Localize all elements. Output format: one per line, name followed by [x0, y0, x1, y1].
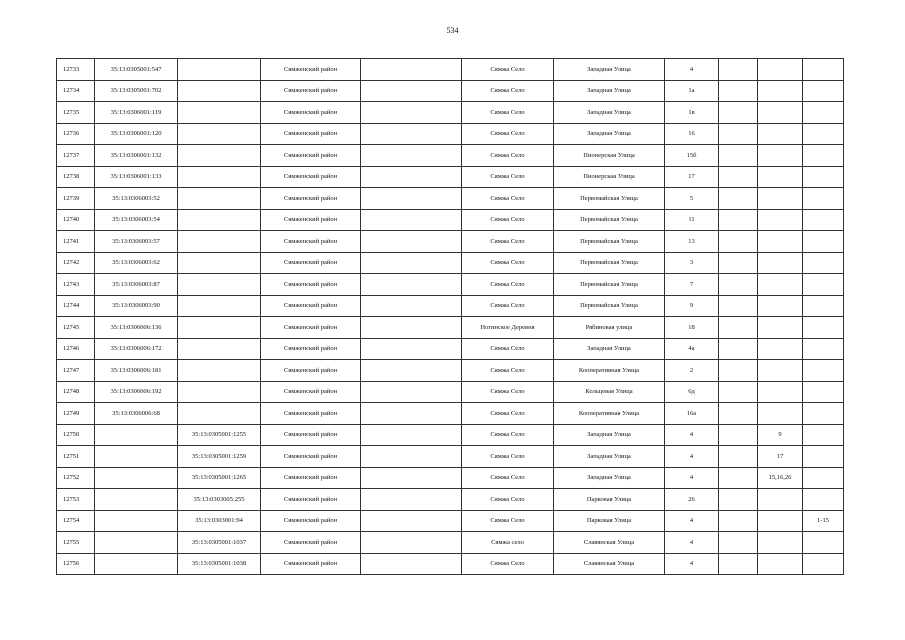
empty-cell	[361, 424, 462, 446]
building-cell	[719, 381, 758, 403]
building-cell	[719, 338, 758, 360]
table-row	[57, 252, 844, 274]
room-cell	[803, 188, 844, 210]
record-number-cell: 12738	[57, 166, 95, 188]
building-cell	[719, 467, 758, 489]
cadastral-number-cell: 35:13:0305001:702	[95, 80, 178, 102]
room-cell	[803, 274, 844, 296]
apartment-cell	[758, 381, 803, 403]
building-cell	[719, 252, 758, 274]
room-cell	[803, 360, 844, 382]
settlement-cell: Сямжа Село	[462, 166, 554, 188]
settlement-cell: Сямжа Село	[462, 489, 554, 511]
cadastral-number-alt-cell	[178, 80, 261, 102]
district-cell: Сямженский район	[261, 381, 361, 403]
room-cell	[803, 80, 844, 102]
cadastral-number-alt-cell	[178, 59, 261, 81]
table-row	[57, 166, 844, 188]
building-cell	[719, 532, 758, 554]
cadastral-number-cell	[95, 553, 178, 575]
house-number-cell: 16	[665, 123, 719, 145]
table-row	[57, 145, 844, 167]
page-number: 534	[446, 26, 459, 35]
district-cell: Сямженский район	[261, 123, 361, 145]
building-cell	[719, 209, 758, 231]
district-cell: Сямженский район	[261, 231, 361, 253]
apartment-cell	[758, 123, 803, 145]
record-number-cell: 12754	[57, 510, 95, 532]
apartment-cell: 17	[758, 446, 803, 468]
cadastral-number-cell: 35:13:0306001:132	[95, 145, 178, 167]
room-cell	[803, 145, 844, 167]
street-cell: Западная Улица	[554, 123, 665, 145]
house-number-cell: 1а	[665, 80, 719, 102]
street-cell: Кольцевая Улица	[554, 381, 665, 403]
empty-cell	[361, 553, 462, 575]
room-cell	[803, 424, 844, 446]
empty-cell	[361, 252, 462, 274]
cadastral-number-alt-cell	[178, 295, 261, 317]
apartment-cell	[758, 102, 803, 124]
record-number-cell: 12744	[57, 295, 95, 317]
room-cell	[803, 317, 844, 339]
empty-cell	[361, 59, 462, 81]
house-number-cell: 4	[665, 532, 719, 554]
table-row	[57, 467, 844, 489]
building-cell	[719, 446, 758, 468]
district-cell: Сямженский район	[261, 553, 361, 575]
apartment-cell	[758, 59, 803, 81]
cadastral-number-cell: 35:13:0306001:133	[95, 166, 178, 188]
cadastral-number-cell: 35:13:0306006:136	[95, 317, 178, 339]
settlement-cell: Сямжа Село	[462, 381, 554, 403]
apartment-cell	[758, 317, 803, 339]
table-row	[57, 188, 844, 210]
apartment-cell: 15,16,26	[758, 467, 803, 489]
record-number-cell: 12747	[57, 360, 95, 382]
street-cell: Западная Улица	[554, 338, 665, 360]
district-cell: Сямженский район	[261, 317, 361, 339]
settlement-cell: Сямжа Село	[462, 80, 554, 102]
settlement-cell: Сямжа Село	[462, 59, 554, 81]
house-number-cell: 4а	[665, 338, 719, 360]
cadastral-number-alt-cell: 35:13:0305001:1259	[178, 446, 261, 468]
settlement-cell: Сямжа Село	[462, 188, 554, 210]
record-number-cell: 12751	[57, 446, 95, 468]
room-cell	[803, 532, 844, 554]
district-cell: Сямженский район	[261, 360, 361, 382]
street-cell: Пионерская Улица	[554, 145, 665, 167]
street-cell: Западная Улица	[554, 80, 665, 102]
district-cell: Сямженский район	[261, 489, 361, 511]
apartment-cell	[758, 274, 803, 296]
record-number-cell: 12756	[57, 553, 95, 575]
record-number-cell: 12742	[57, 252, 95, 274]
empty-cell	[361, 338, 462, 360]
house-number-cell: 6д	[665, 381, 719, 403]
district-cell: Сямженский район	[261, 424, 361, 446]
cadastral-number-cell: 35:13:0305001:547	[95, 59, 178, 81]
room-cell	[803, 446, 844, 468]
settlement-cell: Ногинское Деревня	[462, 317, 554, 339]
apartment-cell	[758, 209, 803, 231]
table-row	[57, 59, 844, 81]
empty-cell	[361, 510, 462, 532]
settlement-cell: Сямжа Село	[462, 360, 554, 382]
house-number-cell: 18	[665, 317, 719, 339]
street-cell: Западная Улица	[554, 59, 665, 81]
empty-cell	[361, 317, 462, 339]
registry-table-body	[57, 59, 844, 575]
settlement-cell: Сямжа Село	[462, 274, 554, 296]
room-cell	[803, 59, 844, 81]
cadastral-number-alt-cell: 35:13:0305001:1038	[178, 553, 261, 575]
house-number-cell: 4	[665, 553, 719, 575]
settlement-cell: Сямжа Село	[462, 145, 554, 167]
cadastral-number-cell: 35:13:0306006:192	[95, 381, 178, 403]
cadastral-number-cell	[95, 532, 178, 554]
settlement-cell: Сямжа село	[462, 532, 554, 554]
building-cell	[719, 317, 758, 339]
street-cell: Первомайская Улица	[554, 274, 665, 296]
street-cell: Первомайская Улица	[554, 209, 665, 231]
apartment-cell	[758, 166, 803, 188]
house-number-cell: 26	[665, 489, 719, 511]
empty-cell	[361, 123, 462, 145]
house-number-cell: 15б	[665, 145, 719, 167]
empty-cell	[361, 274, 462, 296]
empty-cell	[361, 295, 462, 317]
apartment-cell	[758, 532, 803, 554]
house-number-cell: 7	[665, 274, 719, 296]
street-cell: Западная Улица	[554, 467, 665, 489]
building-cell	[719, 295, 758, 317]
record-number-cell: 12746	[57, 338, 95, 360]
table-row	[57, 80, 844, 102]
room-cell	[803, 102, 844, 124]
house-number-cell: 17	[665, 166, 719, 188]
house-number-cell: 4	[665, 510, 719, 532]
cadastral-number-alt-cell	[178, 360, 261, 382]
room-cell	[803, 166, 844, 188]
cadastral-number-cell: 35:13:0306001:120	[95, 123, 178, 145]
street-cell: Кооперативная Улица	[554, 403, 665, 425]
house-number-cell: 3	[665, 252, 719, 274]
apartment-cell	[758, 403, 803, 425]
apartment-cell: 9	[758, 424, 803, 446]
table-row	[57, 403, 844, 425]
building-cell	[719, 145, 758, 167]
apartment-cell	[758, 295, 803, 317]
table-row	[57, 295, 844, 317]
room-cell	[803, 123, 844, 145]
record-number-cell: 12755	[57, 532, 95, 554]
cadastral-number-alt-cell	[178, 338, 261, 360]
building-cell	[719, 553, 758, 575]
district-cell: Сямженский район	[261, 467, 361, 489]
record-number-cell: 12741	[57, 231, 95, 253]
cadastral-number-cell: 35:13:0306003:57	[95, 231, 178, 253]
empty-cell	[361, 166, 462, 188]
room-cell	[803, 338, 844, 360]
settlement-cell: Сямжа Село	[462, 446, 554, 468]
cadastral-number-cell: 35:13:0306006:68	[95, 403, 178, 425]
table-row	[57, 123, 844, 145]
record-number-cell: 12736	[57, 123, 95, 145]
table-row	[57, 360, 844, 382]
cadastral-number-alt-cell	[178, 231, 261, 253]
district-cell: Сямженский район	[261, 274, 361, 296]
house-number-cell: 13	[665, 231, 719, 253]
cadastral-number-cell: 35:13:0306003:54	[95, 209, 178, 231]
building-cell	[719, 231, 758, 253]
table-row	[57, 424, 844, 446]
cadastral-number-alt-cell	[178, 209, 261, 231]
district-cell: Сямженский район	[261, 446, 361, 468]
empty-cell	[361, 489, 462, 511]
property-registry-table	[56, 58, 844, 575]
room-cell	[803, 231, 844, 253]
record-number-cell: 12749	[57, 403, 95, 425]
room-cell	[803, 467, 844, 489]
apartment-cell	[758, 231, 803, 253]
settlement-cell: Сямжа Село	[462, 252, 554, 274]
table-row	[57, 510, 844, 532]
settlement-cell: Сямжа Село	[462, 338, 554, 360]
district-cell: Сямженский район	[261, 209, 361, 231]
empty-cell	[361, 145, 462, 167]
apartment-cell	[758, 489, 803, 511]
street-cell: Кооперативная Улица	[554, 360, 665, 382]
building-cell	[719, 274, 758, 296]
empty-cell	[361, 231, 462, 253]
cadastral-number-alt-cell	[178, 381, 261, 403]
apartment-cell	[758, 145, 803, 167]
table-row	[57, 102, 844, 124]
record-number-cell: 12748	[57, 381, 95, 403]
record-number-cell: 12735	[57, 102, 95, 124]
building-cell	[719, 403, 758, 425]
apartment-cell	[758, 188, 803, 210]
empty-cell	[361, 360, 462, 382]
cadastral-number-cell	[95, 424, 178, 446]
cadastral-number-alt-cell: 35:13:0305001:1037	[178, 532, 261, 554]
empty-cell	[361, 188, 462, 210]
record-number-cell: 12739	[57, 188, 95, 210]
building-cell	[719, 102, 758, 124]
record-number-cell: 12743	[57, 274, 95, 296]
settlement-cell: Сямжа Село	[462, 510, 554, 532]
cadastral-number-alt-cell	[178, 102, 261, 124]
record-number-cell: 12733	[57, 59, 95, 81]
apartment-cell	[758, 80, 803, 102]
empty-cell	[361, 102, 462, 124]
room-cell	[803, 403, 844, 425]
settlement-cell: Сямжа Село	[462, 209, 554, 231]
record-number-cell: 12753	[57, 489, 95, 511]
cadastral-number-cell	[95, 467, 178, 489]
table-row	[57, 489, 844, 511]
street-cell: Славянская Улица	[554, 553, 665, 575]
table-row	[57, 381, 844, 403]
district-cell: Сямженский район	[261, 252, 361, 274]
house-number-cell: 5	[665, 188, 719, 210]
district-cell: Сямженский район	[261, 59, 361, 81]
settlement-cell: Сямжа Село	[462, 102, 554, 124]
cadastral-number-alt-cell: 35:13:0303005:255	[178, 489, 261, 511]
house-number-cell: 11	[665, 209, 719, 231]
street-cell: Первомайская Улица	[554, 231, 665, 253]
table-row	[57, 209, 844, 231]
table-row	[57, 317, 844, 339]
cadastral-number-cell	[95, 510, 178, 532]
cadastral-number-alt-cell	[178, 317, 261, 339]
empty-cell	[361, 467, 462, 489]
district-cell: Сямженский район	[261, 102, 361, 124]
street-cell: Пионерская Улица	[554, 166, 665, 188]
street-cell: Первомайская Улица	[554, 295, 665, 317]
cadastral-number-cell: 35:13:0306003:52	[95, 188, 178, 210]
district-cell: Сямженский район	[261, 532, 361, 554]
street-cell: Парковая Улица	[554, 510, 665, 532]
settlement-cell: Сямжа Село	[462, 424, 554, 446]
cadastral-number-alt-cell	[178, 188, 261, 210]
cadastral-number-cell: 35:13:0306003:62	[95, 252, 178, 274]
settlement-cell: Сямжа Село	[462, 123, 554, 145]
settlement-cell: Сямжа Село	[462, 467, 554, 489]
cadastral-number-cell	[95, 489, 178, 511]
building-cell	[719, 123, 758, 145]
cadastral-number-cell: 35:13:0306006:181	[95, 360, 178, 382]
apartment-cell	[758, 553, 803, 575]
building-cell	[719, 166, 758, 188]
cadastral-number-cell: 35:13:0306001:119	[95, 102, 178, 124]
room-cell	[803, 252, 844, 274]
cadastral-number-alt-cell	[178, 274, 261, 296]
building-cell	[719, 424, 758, 446]
cadastral-number-cell: 35:13:0306003:90	[95, 295, 178, 317]
room-cell	[803, 209, 844, 231]
record-number-cell: 12734	[57, 80, 95, 102]
district-cell: Сямженский район	[261, 80, 361, 102]
street-cell: Первомайская Улица	[554, 252, 665, 274]
table-row	[57, 231, 844, 253]
settlement-cell: Сямжа Село	[462, 231, 554, 253]
cadastral-number-alt-cell: 35:13:0305001:1265	[178, 467, 261, 489]
table-row	[57, 274, 844, 296]
building-cell	[719, 510, 758, 532]
empty-cell	[361, 532, 462, 554]
apartment-cell	[758, 338, 803, 360]
cadastral-number-alt-cell	[178, 252, 261, 274]
cadastral-number-cell	[95, 446, 178, 468]
record-number-cell: 12752	[57, 467, 95, 489]
street-cell: Первомайская Улица	[554, 188, 665, 210]
record-number-cell: 12740	[57, 209, 95, 231]
cadastral-number-alt-cell	[178, 145, 261, 167]
district-cell: Сямженский район	[261, 338, 361, 360]
building-cell	[719, 188, 758, 210]
apartment-cell	[758, 510, 803, 532]
house-number-cell: 9	[665, 295, 719, 317]
apartment-cell	[758, 360, 803, 382]
cadastral-number-alt-cell: 35:13:0305001:1255	[178, 424, 261, 446]
table-row	[57, 553, 844, 575]
settlement-cell: Сямжа Село	[462, 553, 554, 575]
district-cell: Сямженский район	[261, 145, 361, 167]
street-cell: Рябиновая улица	[554, 317, 665, 339]
district-cell: Сямженский район	[261, 188, 361, 210]
cadastral-number-alt-cell	[178, 403, 261, 425]
building-cell	[719, 489, 758, 511]
house-number-cell: 1в	[665, 102, 719, 124]
empty-cell	[361, 381, 462, 403]
room-cell	[803, 489, 844, 511]
district-cell: Сямженский район	[261, 403, 361, 425]
table-row	[57, 338, 844, 360]
empty-cell	[361, 80, 462, 102]
cadastral-number-cell: 35:13:0306006:172	[95, 338, 178, 360]
empty-cell	[361, 446, 462, 468]
table-row	[57, 532, 844, 554]
district-cell: Сямженский район	[261, 510, 361, 532]
settlement-cell: Сямжа Село	[462, 403, 554, 425]
empty-cell	[361, 209, 462, 231]
house-number-cell: 4	[665, 467, 719, 489]
cadastral-number-alt-cell	[178, 166, 261, 188]
street-cell: Западная Улица	[554, 424, 665, 446]
room-cell	[803, 381, 844, 403]
house-number-cell: 4	[665, 59, 719, 81]
settlement-cell: Сямжа Село	[462, 295, 554, 317]
table-row	[57, 446, 844, 468]
street-cell: Парковая Улица	[554, 489, 665, 511]
building-cell	[719, 59, 758, 81]
room-cell: 1-15	[803, 510, 844, 532]
empty-cell	[361, 403, 462, 425]
house-number-cell: 4	[665, 424, 719, 446]
record-number-cell: 12737	[57, 145, 95, 167]
room-cell	[803, 553, 844, 575]
record-number-cell: 12750	[57, 424, 95, 446]
record-number-cell: 12745	[57, 317, 95, 339]
district-cell: Сямженский район	[261, 295, 361, 317]
cadastral-number-cell: 35:13:0306003:87	[95, 274, 178, 296]
apartment-cell	[758, 252, 803, 274]
district-cell: Сямженский район	[261, 166, 361, 188]
house-number-cell: 16а	[665, 403, 719, 425]
street-cell: Западная Улица	[554, 446, 665, 468]
house-number-cell: 2	[665, 360, 719, 382]
cadastral-number-alt-cell	[178, 123, 261, 145]
cadastral-number-alt-cell: 35:13:0303001:94	[178, 510, 261, 532]
street-cell: Славянская Улица	[554, 532, 665, 554]
room-cell	[803, 295, 844, 317]
house-number-cell: 4	[665, 446, 719, 468]
building-cell	[719, 360, 758, 382]
building-cell	[719, 80, 758, 102]
street-cell: Западная Улица	[554, 102, 665, 124]
